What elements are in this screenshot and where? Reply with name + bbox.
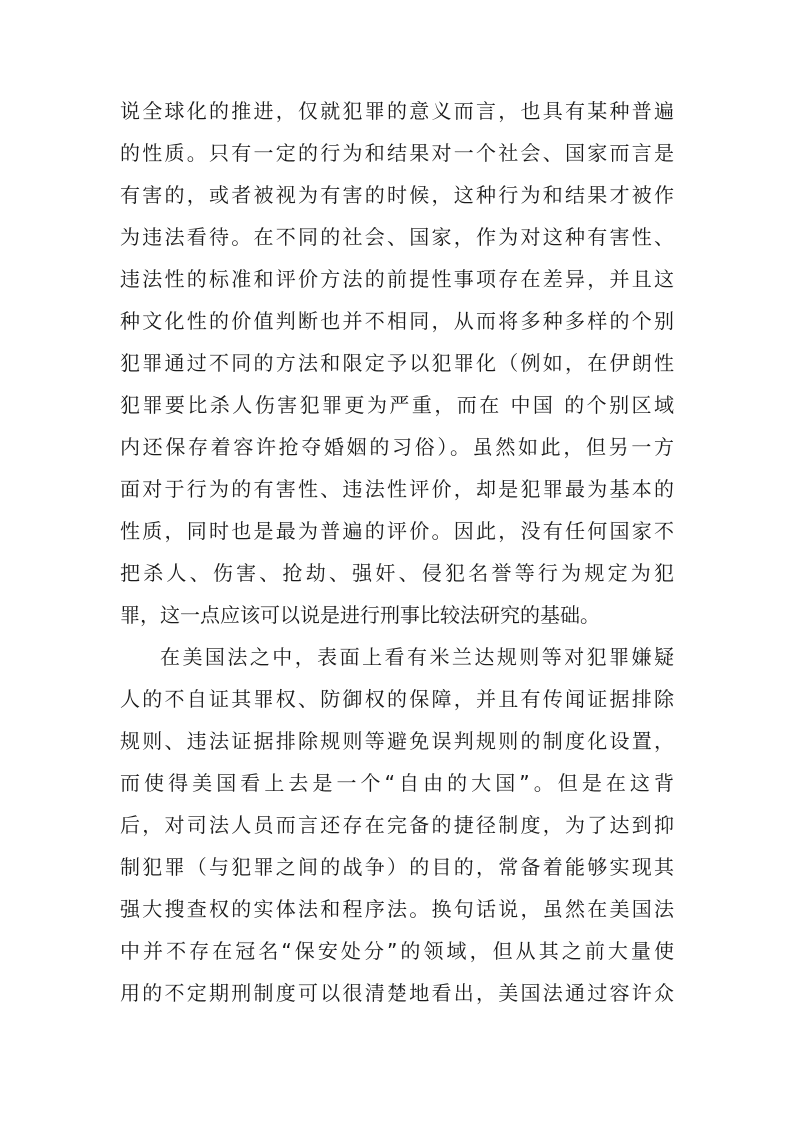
text-line: 制犯罪（与犯罪之间的战争）的目的，常备着能够实现其 bbox=[120, 855, 674, 879]
text-line: 而使得美国看上去是一个“自由的大国”。但是在这背 bbox=[120, 771, 674, 795]
text-line: 的性质。只有一定的行为和结果对一个社会、国家而言是 bbox=[120, 141, 674, 165]
text-line: 强大搜查权的实体法和程序法。换句话说，虽然在美国法 bbox=[120, 897, 674, 921]
text-line: 有害的，或者被视为有害的时候，这种行为和结果才被作 bbox=[120, 183, 674, 207]
text-line: 中并不存在冠名“保安处分”的领域，但从其之前大量使 bbox=[120, 939, 674, 963]
text-line: 种文化性的价值判断也并不相同，从而将多种多样的个别 bbox=[120, 309, 674, 333]
text-line: 把杀人、伤害、抢劫、强奸、侵犯名誉等行为规定为犯 bbox=[120, 561, 674, 585]
text-line: 内还保存着容许抢夺婚姻的习俗）。虽然如此，但另一方 bbox=[120, 435, 674, 459]
text-line: 犯罪通过不同的方法和限定予以犯罪化（例如，在伊朗性 bbox=[120, 351, 674, 375]
paragraph-first-line: 在美国法之中，表面上看有米兰达规则等对犯罪嫌疑 bbox=[160, 645, 674, 669]
text-line: 后，对司法人员而言还存在完备的捷径制度，为了达到抑 bbox=[120, 813, 674, 837]
text-line: 说全球化的推进，仅就犯罪的意义而言，也具有某种普遍 bbox=[120, 99, 674, 123]
text-line: 违法性的标准和评价方法的前提性事项存在差异，并且这 bbox=[120, 267, 674, 291]
text-line: 规则、违法证据排除规则等避免误判规则的制度化设置， bbox=[120, 729, 674, 753]
text-line: 面对于行为的有害性、违法性评价，却是犯罪最为基本的 bbox=[120, 477, 674, 501]
text-line: 罪，这一点应该可以说是进行刑事比较法研究的基础。 bbox=[120, 603, 600, 627]
text-line: 为违法看待。在不同的社会、国家，作为对这种有害性、 bbox=[120, 225, 674, 249]
text-line: 用的不定期刑制度可以很清楚地看出，美国法通过容许众 bbox=[120, 981, 674, 1005]
text-line: 犯罪要比杀人伤害犯罪更为严重，而在 中国 的个别区域 bbox=[120, 393, 674, 417]
text-line: 性质，同时也是最为普遍的评价。因此，没有任何国家不 bbox=[120, 519, 674, 543]
text-line: 人的不自证其罪权、防御权的保障，并且有传闻证据排除 bbox=[120, 687, 674, 711]
